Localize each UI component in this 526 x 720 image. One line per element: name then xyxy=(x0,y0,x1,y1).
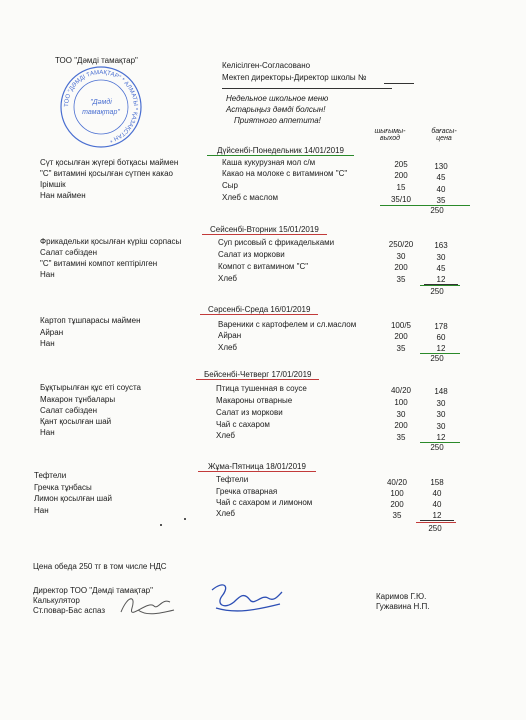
price-value: 45 xyxy=(436,173,446,182)
ru-item: Хлеб xyxy=(216,431,235,440)
ru-item: Каша кукурузная мол с/м xyxy=(222,158,316,167)
director-label: Директор ТОО "Дәмді тамақтар" xyxy=(33,586,153,595)
output-value: 200 xyxy=(394,421,408,430)
output-value: 40/20 xyxy=(386,478,408,487)
price-value: 45 xyxy=(436,264,446,273)
output-value: 200 xyxy=(394,171,408,180)
col-price: бағасы-цена xyxy=(431,128,457,142)
price-value: 178 xyxy=(434,322,448,331)
kz-item: Қант қосылған шай xyxy=(40,417,112,426)
output-value: 35/10 xyxy=(390,195,412,204)
output-value: 100 xyxy=(394,398,408,407)
ru-item: Тефтели xyxy=(216,475,249,484)
kz-item: Лимон қосылған шай xyxy=(34,494,113,503)
menu-title: Недельное школьное меню xyxy=(226,94,329,103)
svg-text:"Дәмді: "Дәмді xyxy=(90,99,112,106)
output-value: 15 xyxy=(396,183,406,192)
kz-item: "С" витамині қосылған сүтпен какао xyxy=(40,169,173,178)
ru-item: Айран xyxy=(218,331,242,340)
kz-item: Нан маймен xyxy=(40,191,86,200)
kz-item: Гречка тұнбасы xyxy=(34,483,92,492)
day-total: 250 xyxy=(430,443,444,452)
output-value: 250/20 xyxy=(388,240,414,249)
day-title: Жұма-Пятница 18/01/2019 xyxy=(198,462,316,472)
kz-item: Нан xyxy=(40,428,55,437)
kz-item: Тефтели xyxy=(34,471,67,480)
kz-item: Ірімшік xyxy=(40,180,66,189)
chef-label: Ст.повар-Бас аспаз xyxy=(33,606,106,615)
output-value: 100/5 xyxy=(390,321,412,330)
price-value: 35 xyxy=(424,196,458,206)
kz-item: Фрикадельки қосылған күріш сорпасы xyxy=(40,237,182,246)
kz-item: Нан xyxy=(40,339,55,348)
price-value: 12 xyxy=(424,344,458,354)
price-value: 30 xyxy=(436,410,446,419)
output-value: 35 xyxy=(396,275,406,284)
price-value: 148 xyxy=(434,387,448,396)
signatory-name-2: Гужавина Н.П. xyxy=(376,602,430,611)
price-value: 40 xyxy=(436,185,446,194)
signature-director xyxy=(206,580,286,616)
kz-item: "С" витамині компот кептірілген xyxy=(40,259,158,268)
ru-item: Чай с сахаром и лимоном xyxy=(216,498,313,507)
output-value: 200 xyxy=(394,332,408,341)
wish-kz: Астарыңыз дәмді болсын! xyxy=(226,105,326,114)
signature-calculator xyxy=(118,590,178,620)
agreed-label: Келісілген-Согласовано xyxy=(222,61,311,70)
kz-item: Нан xyxy=(34,506,49,515)
price-value: 163 xyxy=(434,241,448,250)
price-value: 40 xyxy=(432,489,442,498)
price-value: 12 xyxy=(424,433,458,443)
ru-item: Чай с сахаром xyxy=(216,420,270,429)
output-value: 35 xyxy=(396,344,406,353)
ru-item: Гречка отварная xyxy=(216,487,278,496)
output-value: 30 xyxy=(396,252,406,261)
output-value: 200 xyxy=(390,500,404,509)
svg-text:ТОО "ДӘМДІ ТАМАҚТАР" * АЛМАТЫ: ТОО "ДӘМДІ ТАМАҚТАР" * АЛМАТЫ * ҚАЗАҚСТАН * xyxy=(63,69,139,143)
signatory-name-1: Каримов Г.Ю. xyxy=(376,592,427,601)
price-value: 40 xyxy=(432,500,442,509)
day-title: Дүйсенбі-Понедельник 14/01/2019 xyxy=(207,146,354,156)
output-value: 40/20 xyxy=(390,386,412,395)
price-value: 30 xyxy=(436,253,446,262)
ru-item: Компот с витамином "С" xyxy=(218,262,309,271)
ru-item: Салат из моркови xyxy=(216,408,283,417)
output-value: 30 xyxy=(396,410,406,419)
day-total: 250 xyxy=(428,524,442,533)
org-name: ТОО "Дәмді тамақтар" xyxy=(55,56,138,65)
ru-item: Суп рисовый с фрикадельками xyxy=(218,238,335,247)
day-title: Бейсенбі-Четверг 17/01/2019 xyxy=(196,370,319,380)
price-value: 130 xyxy=(434,162,448,171)
day-title: Сейсенбі-Вторник 15/01/2019 xyxy=(202,225,327,235)
day-total: 250 xyxy=(430,206,444,215)
kz-item: Макарон тұнбалары xyxy=(40,395,116,404)
kz-item: Салат сәбізден xyxy=(40,248,97,257)
ru-item: Макароны отварные xyxy=(216,396,293,405)
output-value: 200 xyxy=(394,263,408,272)
ru-item: Хлеб xyxy=(216,509,235,518)
director-line: Мектеп директоры-Директор школы № xyxy=(222,73,367,82)
stray-mark xyxy=(184,518,186,520)
col-output: шығымы-выход xyxy=(374,128,406,142)
price-value: 12 xyxy=(424,275,458,285)
kz-item: Нан xyxy=(40,270,55,279)
kz-item: Айран xyxy=(40,328,64,337)
ru-item: Хлеб xyxy=(218,274,237,283)
ru-item: Хлеб с маслом xyxy=(222,193,279,202)
ru-item: Хлеб xyxy=(218,343,237,352)
price-value: 158 xyxy=(430,478,444,487)
kz-item: Бұқтырылған құс еті соуста xyxy=(40,383,141,392)
output-value: 205 xyxy=(394,160,408,169)
kz-item: Салат сәбізден xyxy=(40,406,97,415)
price-value: 30 xyxy=(436,422,446,431)
svg-text:тамақтар": тамақтар" xyxy=(82,109,120,116)
price-value: 30 xyxy=(436,399,446,408)
calculator-label: Калькулятор xyxy=(33,596,80,605)
price-value: 12 xyxy=(420,511,454,521)
output-value: 100 xyxy=(390,489,404,498)
day-title: Сәрсенбі-Среда 16/01/2019 xyxy=(200,305,318,315)
day-total: 250 xyxy=(430,287,444,296)
price-value: 60 xyxy=(436,333,446,342)
kz-item: Картоп тұшпарасы маймен xyxy=(40,316,141,325)
ru-item: Салат из моркови xyxy=(218,250,285,259)
output-value: 35 xyxy=(396,433,406,442)
ru-item: Вареники с картофелем и сл.маслом xyxy=(218,320,357,329)
output-value: 35 xyxy=(392,511,402,520)
day-total: 250 xyxy=(430,354,444,363)
price-note: Цена обеда 250 тг в том числе НДС xyxy=(33,562,167,571)
company-seal xyxy=(58,64,144,150)
wish-ru: Приятного аппетита! xyxy=(234,116,321,125)
kz-item: Сүт қосылған жүгері ботқасы маймен xyxy=(40,158,179,167)
stray-mark xyxy=(160,524,162,526)
ru-item: Какао на молоке с витамином "С" xyxy=(222,169,348,178)
ru-item: Птица тушенная в соусе xyxy=(216,384,307,393)
ru-item: Сыр xyxy=(222,181,238,190)
